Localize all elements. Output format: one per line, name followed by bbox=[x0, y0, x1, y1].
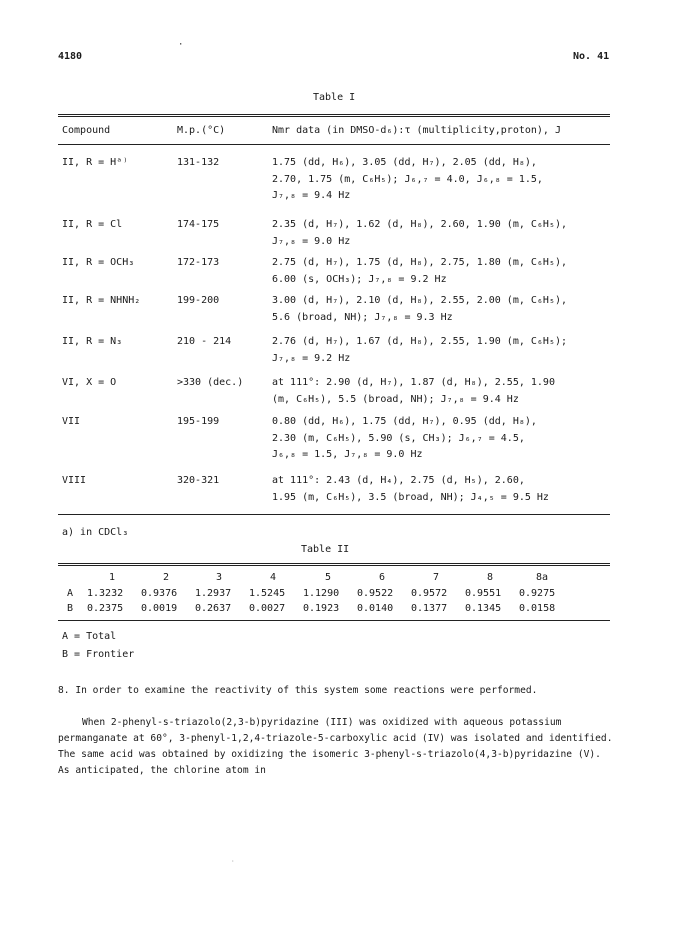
table2-cell: 1.5245 bbox=[249, 588, 286, 599]
table2-cell: 0.2375 bbox=[87, 603, 124, 614]
table2-cell: 0.0140 bbox=[357, 603, 394, 614]
table2-col: 4 bbox=[270, 572, 277, 583]
table2-cell: 0.1923 bbox=[303, 603, 340, 614]
mp-cell: 172-173 bbox=[177, 257, 220, 268]
table2-cell: 0.9522 bbox=[357, 588, 394, 599]
table2-col: 1 bbox=[109, 572, 116, 583]
table1-col-compound: Compound bbox=[62, 125, 111, 136]
table2-top-rule-2 bbox=[58, 565, 610, 566]
table2-cell: 0.2637 bbox=[195, 603, 232, 614]
table2-row-label: B bbox=[67, 603, 74, 614]
compound-cell: VI, X = O bbox=[62, 377, 117, 388]
table2-cell: 1.1290 bbox=[303, 588, 340, 599]
nmr-line: (m, C₆H₅), 5.5 (broad, NH); J₇,₈ = 9.4 Hz bbox=[272, 393, 519, 405]
table1-col-mp: M.p.(°C) bbox=[177, 125, 226, 136]
mp-cell: >330 (dec.) bbox=[177, 377, 244, 388]
nmr-line: 6.00 (s, OCH₃); J₇,₈ = 9.2 Hz bbox=[272, 273, 447, 285]
nmr-line: J₇,₈ = 9.4 Hz bbox=[272, 190, 351, 201]
table2-cell: 0.9551 bbox=[465, 588, 502, 599]
compound-cell: II, R = Hᵃ⁾ bbox=[62, 157, 129, 168]
issue-number: No. 41 bbox=[573, 51, 610, 62]
compound-cell: VIII bbox=[62, 475, 87, 486]
paragraph-8: 8. In order to examine the reactivity of this system some reactions were performed. bbox=[58, 685, 538, 696]
nmr-line: 2.76 (d, H₇), 1.67 (d, H₈), 2.55, 1.90 (m, C₆H₅); bbox=[272, 336, 568, 347]
compound-cell: II, R = N₃ bbox=[62, 336, 123, 347]
table2-cell: 0.0027 bbox=[249, 603, 286, 614]
mp-cell: 210 - 214 bbox=[177, 336, 232, 347]
compound-cell: II, R = OCH₃ bbox=[62, 257, 135, 268]
table2-legend-b: B = Frontier bbox=[62, 649, 135, 660]
table2-bottom-rule bbox=[58, 620, 610, 621]
table2-col: 2 bbox=[163, 572, 170, 583]
nmr-line: J₇,₈ = 9.2 Hz bbox=[272, 352, 351, 364]
table2-cell: 0.0158 bbox=[519, 603, 556, 614]
table2-col: 6 bbox=[379, 572, 386, 583]
nmr-line: 2.35 (d, H₇), 1.62 (d, H₈), 2.60, 1.90 (m, C₆H₅), bbox=[272, 219, 568, 230]
table2-legend-a: A = Total bbox=[62, 631, 117, 642]
table2-row-label: A bbox=[67, 588, 74, 599]
table2-cell: 0.1377 bbox=[411, 603, 448, 614]
table2-title: Table II bbox=[301, 544, 350, 555]
paragraph-body: When 2-phenyl-s-triazolo(2,3-b)pyridazine (III) was oxidized with aqueous potassium permanganate at 60°, 3-phenyl-1,2,4-triazole-5-carboxylic acid (IV) was isolated and identified. The same acid was obtained by oxidizing the isomeric 3-phenyl-s-triazolo(4,3-b)pyridazine (V). As anticipated, the chlorine atom in bbox=[58, 717, 613, 776]
nmr-line: 2.75 (d, H₇), 1.75 (d, H₈), 2.75, 1.80 (m, C₆H₅), bbox=[272, 257, 568, 268]
stray-mark: · bbox=[231, 858, 235, 865]
stray-mark: · bbox=[178, 40, 184, 50]
table2-cell: 0.0019 bbox=[141, 603, 178, 614]
table2-cell: 0.1345 bbox=[465, 603, 502, 614]
nmr-line: 2.30 (m, C₆H₅), 5.90 (s, CH₃); J₆,₇ = 4.5, bbox=[272, 432, 525, 444]
table2-col: 5 bbox=[325, 572, 332, 583]
nmr-line: J₇,₈ = 9.0 Hz bbox=[272, 235, 351, 247]
nmr-line: at 111°: 2.90 (d, H₇), 1.87 (d, H₈), 2.55, 1.90 bbox=[272, 377, 555, 388]
table2-col: 8a bbox=[536, 572, 549, 583]
table2-cell: 0.9376 bbox=[141, 588, 178, 599]
table1-title: Table I bbox=[313, 92, 356, 103]
table2-col: 7 bbox=[433, 572, 440, 583]
table2-cell: 1.2937 bbox=[195, 588, 232, 599]
nmr-line: 1.95 (m, C₆H₅), 3.5 (broad, NH); J₄,₅ = 9.5 Hz bbox=[272, 491, 549, 503]
table2-col: 8 bbox=[487, 572, 494, 583]
table2-cell: 1.3232 bbox=[87, 588, 124, 599]
nmr-line: J₆,₈ = 1.5, J₇,₈ = 9.0 Hz bbox=[272, 449, 423, 460]
nmr-line: 2.70, 1.75 (m, C₆H₅); J₆,₇ = 4.0, J₆,₈ = 1.5, bbox=[272, 173, 543, 185]
mp-cell: 131-132 bbox=[177, 157, 220, 168]
nmr-line: at 111°: 2.43 (d, H₄), 2.75 (d, H₅), 2.60, bbox=[272, 475, 525, 486]
table2-col: 3 bbox=[216, 572, 223, 583]
table2-top-rule bbox=[58, 563, 610, 564]
compound-cell: VII bbox=[62, 416, 81, 427]
table2-cell: 0.9275 bbox=[519, 588, 556, 599]
mp-cell: 199-200 bbox=[177, 295, 220, 306]
mp-cell: 320-321 bbox=[177, 475, 220, 486]
table1-top-rule-2 bbox=[58, 116, 610, 117]
table1-header-rule bbox=[58, 144, 610, 145]
mp-cell: 174-175 bbox=[177, 219, 220, 230]
table1-footnote: a) in CDCl₃ bbox=[62, 527, 129, 538]
page-number: 4180 bbox=[58, 51, 83, 62]
nmr-line: 5.6 (broad, NH); J₇,₈ = 9.3 Hz bbox=[272, 311, 453, 323]
compound-cell: II, R = NHNH₂ bbox=[62, 295, 141, 306]
nmr-line: 3.00 (d, H₇), 2.10 (d, H₈), 2.55, 2.00 (m, C₆H₅), bbox=[272, 295, 568, 306]
nmr-line: 0.80 (dd, H₆), 1.75 (dd, H₇), 0.95 (dd, H₈), bbox=[272, 416, 537, 427]
table2-cell: 0.9572 bbox=[411, 588, 448, 599]
nmr-line: 1.75 (dd, H₆), 3.05 (dd, H₇), 2.05 (dd, H₈), bbox=[272, 157, 537, 168]
table1-top-rule bbox=[58, 114, 610, 115]
mp-cell: 195-199 bbox=[177, 416, 220, 427]
compound-cell: II, R = Cl bbox=[62, 219, 123, 230]
table1-col-nmr: Nmr data (in DMSO-d₆):τ (multiplicity,proton), J bbox=[272, 125, 561, 136]
table1-bottom-rule bbox=[58, 514, 610, 515]
